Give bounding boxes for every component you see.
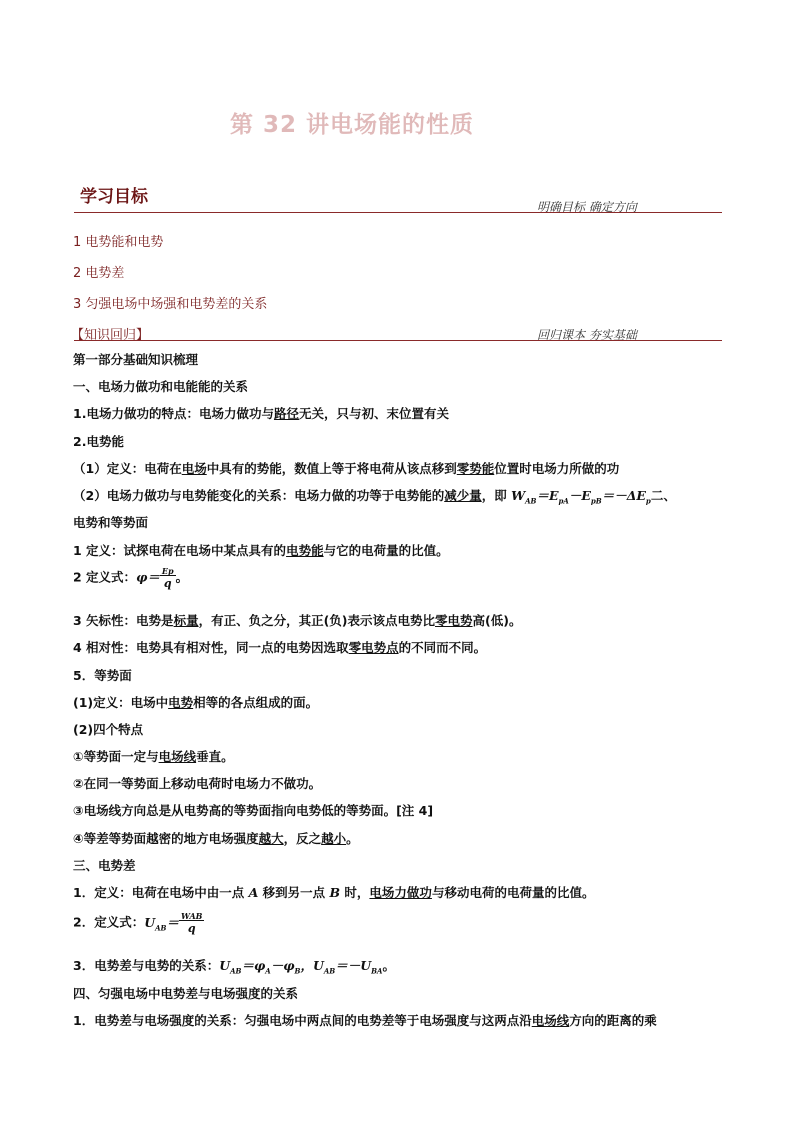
fraction: $\frac{Ep}{q}$ (161, 566, 174, 590)
text-line: 1.电场力做功的特点：电场力做功与路径无关，只与初、末位置有关 (73, 406, 449, 421)
formula-line: 3．电势差与电势的关系：$U_{AB}=\varphi_A-\varphi_B$，$U_{AB}=-U_{BA}$。 (73, 958, 395, 976)
text-line: (2)四个特点 (73, 722, 144, 737)
text-line: 1．电势差与电场强度的关系：匀强电场中两点间的电势差等于电场强度与这两点沿电场线方向的距离的乘 (73, 1013, 657, 1028)
review-heading: 【知识回归】 (71, 328, 150, 343)
part-heading: 第一部分基础知识梳理 (73, 352, 199, 367)
text-line: 1 定义：试探电荷在电场中某点具有的电势能与它的电荷量的比值。 (73, 543, 449, 558)
section-heading: 四、匀强电场中电势差与电场强度的关系 (73, 986, 299, 1001)
formula-line: 2．定义式：$U_{AB}=$ $\frac{\text{WAB}}{q}$ (73, 911, 203, 935)
goal-item: 2 电势差 (73, 266, 125, 281)
goals-divider (74, 212, 722, 213)
text-line: ①等势面一定与电场线垂直。 (73, 749, 234, 764)
goals-heading: 学习目标 (80, 187, 148, 207)
text-line: （2）电场力做功与电势能变化的关系：电场力做的功等于电势能的减少量，即 $W_{AB}=E_{pA}-E_{pB}=-\Delta E_p$二、 (73, 488, 676, 506)
text-line: (1)定义：电场中电势相等的各点组成的面。 (73, 695, 319, 710)
review-tagline: 回归课本 夯实基础 (537, 328, 637, 342)
text-line: 2.电势能 (73, 434, 124, 449)
fraction: $\frac{\text{WAB}}{q}$ (180, 911, 203, 935)
goals-tagline: 明确目标 确定方向 (537, 200, 637, 214)
formula-line: 2 定义式：φ＝ $\frac{Ep}{q}$ 。 (73, 566, 189, 590)
goal-item: 1 电势能和电势 (73, 235, 164, 250)
text-line: 1．定义：电荷在电场中由一点 A 移到另一点 B 时，电场力做功与移动电荷的电荷量的比值。 (73, 885, 595, 900)
section-heading: 一、电场力做功和电能能的关系 (73, 379, 249, 394)
goal-item: 3 匀强电场中场强和电势差的关系 (73, 297, 268, 312)
section-heading: 电势和等势面 (73, 515, 149, 530)
text-line: ③电场线方向总是从电势高的等势面指向电势低的等势面。[注 4] (73, 803, 434, 818)
section-heading: 三、电势差 (73, 858, 136, 873)
text-line: ②在同一等势面上移动电荷时电场力不做功。 (73, 776, 322, 791)
text-line: 3 矢标性：电势是标量，有正、负之分，其正(负)表示该点电势比零电势高(低)。 (73, 613, 522, 628)
text-line: （1）定义：电荷在电场中具有的势能，数值上等于将电荷从该点移到零势能位置时电场力所做的功 (73, 461, 620, 476)
text-line: ④等差等势面越密的地方电场强度越大，反之越小。 (73, 831, 359, 846)
review-divider (74, 340, 722, 341)
text-line: 5．等势面 (73, 668, 132, 683)
page-title: 第 32 讲电场能的性质 (229, 112, 475, 138)
text-line: 4 相对性：电势具有相对性，同一点的电势因选取零电势点的不同而不同。 (73, 640, 487, 655)
